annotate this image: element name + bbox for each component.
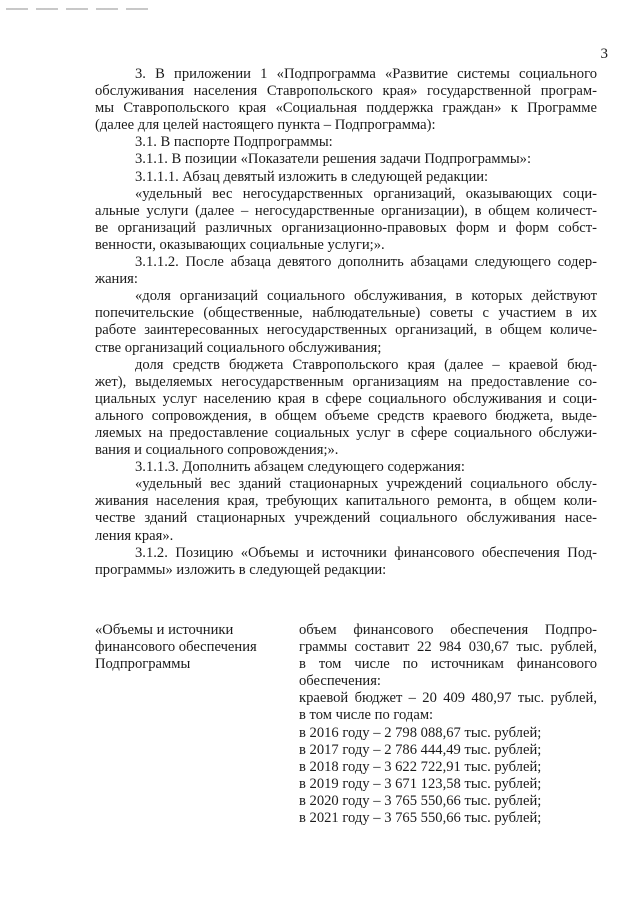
financing-label-line: «Объемы и источники	[95, 622, 234, 638]
paragraph-3-1-1-2-line: 3.1.1.2. После абзаца девятого дополнить абзацами следующего содер-	[135, 254, 597, 271]
total-lines-line: в том числе по источникам финансового	[299, 656, 597, 673]
total-lines-line: обеспечения:	[299, 673, 381, 690]
paragraph-regional-budget-share-line: ального сопровождения, в общем объеме средств краевого бюджета, выде-	[95, 407, 597, 424]
quote-nongovernmental-share-line: альные услуги (далее – негосударственные организации), в общем количест-	[95, 202, 597, 219]
financing-label-line: Подпрограммы	[95, 656, 191, 673]
paragraph-item-3-intro-line: 3. В приложении 1 «Подпрограмма «Развитие системы социального	[135, 66, 597, 82]
financing-value-cell	[299, 622, 597, 827]
paragraph-3-1-1-2-line: жания:	[95, 271, 138, 288]
paragraph-3-1-1-1-line: 3.1.1.1. Абзац девятый изложить в следующей редакции:	[135, 168, 489, 185]
paragraph-regional-budget-share-line: жет), выделяемых негосударственным организациям на предоставление со-	[95, 373, 597, 390]
paragraph-item-3-intro-line: (далее для целей настоящего пункта – Подпрограмма):	[95, 117, 436, 134]
paragraph-3-1-2-line: программы» изложить в следующей редакции:	[95, 561, 387, 578]
total-lines-line: граммы составит 22 984 030,67 тыс. рублей,	[299, 639, 597, 656]
quote-nongovernmental-share-line: венности, оказывающих социальные услуги;».	[95, 236, 385, 253]
quote-buildings-repair-share-line: честве зданий стационарных учреждений социального обслуживания насе-	[95, 510, 597, 527]
paragraph-regional-budget-share-line: ляемых на предоставление социальных услуг в сфере социального обслужи-	[95, 424, 597, 441]
regional-lines-line: краевой бюджет – 20 409 480,97 тыс. рублей,	[299, 690, 597, 707]
regional-lines-line: в том числе по годам:	[299, 707, 434, 724]
paragraph-3-1-1-3-line: 3.1.1.3. Дополнить абзацем следующего содержания:	[135, 459, 465, 476]
page-number: 3	[600, 46, 608, 62]
quote-buildings-repair-share-line: ления края».	[95, 527, 174, 544]
quote-buildings-repair-share-line: живания населения края, требующих капитального ремонта, в общем коли-	[95, 493, 597, 510]
paragraph-item-3-intro-line: мы Ставропольского края «Социальная поддержка граждан» к Программе	[95, 100, 597, 117]
quote-buildings-repair-share-line: «удельный вес зданий стационарных учреждений социального обслу-	[135, 476, 597, 493]
paragraph-regional-budget-share-line: доля средств бюджета Ставропольского края (далее – краевой бюд-	[135, 356, 597, 373]
financing-label-line: финансового обеспечения	[95, 639, 257, 656]
quote-trustee-councils-share-line: работе заинтересованных негосударственных организаций, в общем количе-	[95, 322, 597, 339]
quote-trustee-councils-share-line: «доля организаций социального обслуживания, в которых действуют	[135, 288, 597, 305]
quote-nongovernmental-share-line: ве организаций различных организационно-правовых форм и форм собст-	[95, 219, 597, 236]
financing-year-line: в 2021 году – 3 765 550,66 тыс. рублей;	[299, 810, 542, 827]
total-lines-line: объем финансового обеспечения Подпро-	[299, 622, 597, 638]
financing-year-line: в 2019 году – 3 671 123,58 тыс. рублей;	[299, 775, 542, 792]
financing-label-cell	[95, 622, 280, 673]
quote-trustee-councils-share-line: попечительские (общественные, наблюдательные) советы с участием в их	[95, 305, 597, 322]
document-body	[95, 66, 597, 579]
financing-year-line: в 2020 году – 3 765 550,66 тыс. рублей;	[299, 792, 542, 809]
paragraph-3-1-2-line: 3.1.2. Позицию «Объемы и источники финансового обеспечения Под-	[135, 544, 597, 561]
paragraph-3-1-line: 3.1. В паспорте Подпрограммы:	[135, 134, 333, 151]
paragraph-item-3-intro-line: обслуживания населения Ставропольского края» государственной програм-	[95, 83, 597, 100]
paragraph-regional-budget-share-line: вания и социального сопровождения;».	[95, 442, 339, 459]
scan-artifact	[6, 8, 156, 10]
quote-nongovernmental-share-line: «удельный вес негосударственных организаций, оказывающих соци-	[135, 185, 597, 202]
financing-year-line: в 2017 году – 2 786 444,49 тыс. рублей;	[299, 741, 542, 758]
paragraph-3-1-1-line: 3.1.1. В позиции «Показатели решения задачи Подпрограммы»:	[135, 151, 532, 168]
paragraph-regional-budget-share-line: циальных услуг населению края в сфере социального обслуживания и соци-	[95, 390, 597, 407]
financing-year-line: в 2016 году – 2 798 088,67 тыс. рублей;	[299, 724, 542, 741]
quote-trustee-councils-share-line: стве организаций социального обслуживания;	[95, 339, 382, 356]
financing-year-line: в 2018 году – 3 622 722,91 тыс. рублей;	[299, 758, 542, 775]
